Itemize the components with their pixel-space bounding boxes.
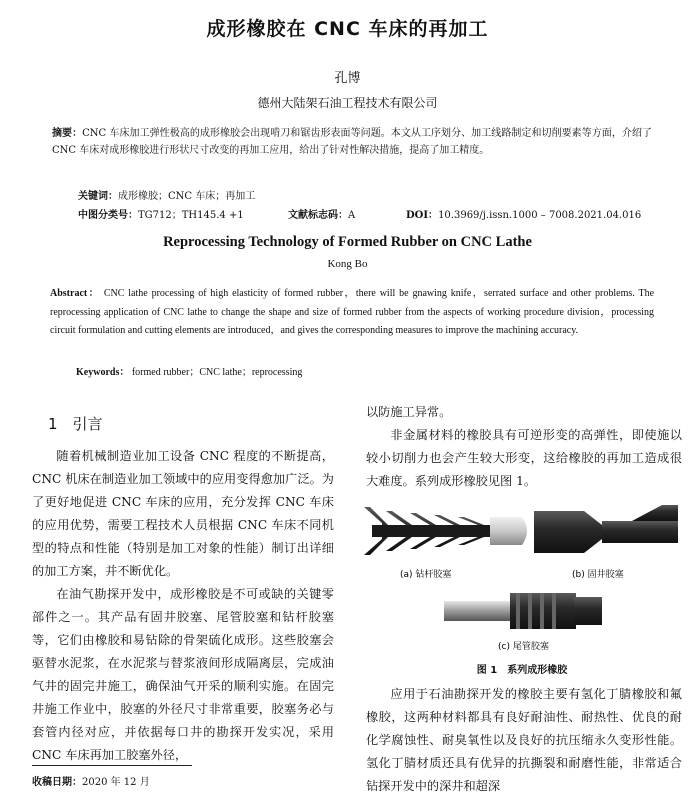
figure-1-title: 图 1 系列成形橡胶 — [476, 665, 568, 676]
footnote-received-date: 收稿日期：2020 年 12 月 — [32, 777, 150, 788]
doi: DOI：10.3969/j.issn.1000 – 7008.2021.04.016 — [406, 210, 642, 221]
keywords-cn-text: 成形橡胶；CNC 车床；再加工 — [118, 191, 256, 202]
footnote-divider — [32, 765, 192, 766]
page-title-cn: 成形橡胶在 CNC 车床的再加工 — [206, 18, 489, 40]
paragraph: 在油气勘探开发中，成形橡胶是不可或缺的关键零部件之一。其产品有固井胶塞、尾管胶塞和钻杆胶塞等，它们由橡胶和易钻除的骨架硫化成形。这些胶塞会驱替水泥浆，在水泥浆与替浆液间形成隔离层，完成油气井的固完井施工，确保油气开采的顺利实施。在固完井施工作业中，胶塞的外径尺寸非常重要，胶塞务必与套管内径对应，并依据每口井的勘探开发实况，采用 CNC 车床再加工胶塞外径， — [32, 587, 334, 762]
keywords-cn-label: 关键词： — [78, 191, 118, 202]
page-title-en: Reprocessing Technology of Formed Rubber on CNC Lathe — [163, 234, 532, 250]
abstract-cn-text: CNC 车床加工弹性极高的成形橡胶会出现啃刀和锯齿形表面等问题。本文从工序划分、加工线路制定和切削要素等方面，介绍了 CNC 车床对成形橡胶进行形状尺寸改变的再加工应用，给出了针对性解决措施，提高了加工精度。 — [52, 128, 653, 156]
figure-caption-b: (b) 固井胶塞 — [572, 570, 624, 580]
figure-caption-c: (c) 尾管胶塞 — [498, 642, 549, 652]
right-column-bottom — [366, 683, 682, 798]
figure-1 — [362, 497, 682, 657]
abstract-cn — [52, 125, 652, 159]
author-en: Kong Bo — [327, 258, 368, 270]
clc-number: 中图分类号：TG712；TH145.4 +1 — [78, 210, 244, 221]
abstract-cn-label: 摘要： — [52, 128, 83, 139]
abstract-en-label: Abstract： — [50, 288, 100, 299]
paragraph: 应用于石油勘探开发的橡胶主要有氢化丁腈橡胶和氟橡胶，这两种材料都具有良好耐油性、耐热性、优良的耐化学腐蚀性、耐臭氧性以及良好的抗压缩永久变形性能。氢化丁腈材质还具有优异的抗撕裂和耐磨性能，非常适合钻探开发中的深井和超深 — [366, 687, 682, 793]
keywords-en-text: formed rubber；CNC lathe；reprocessing — [131, 367, 303, 378]
paragraph: 随着机械制造业加工设备 CNC 程度的不断提高，CNC 机床在制造业加工领域中的应用变得愈加广泛。为了更好地促进 CNC 车床的应用，充分发挥 CNC 车床的应用优势，需要工程技术人员根据 CNC 车床不同机型的特点和性能（特别是加工对象的性能）制订出详细的加工方案，并不断优化。 — [32, 449, 334, 578]
paragraph: 非金属材料的橡胶具有可逆形变的高弹性，即使施以较小切削力也会产生较大形变，这给橡胶的再加工造成很大难度。系列成形橡胶见图 1。 — [366, 428, 682, 488]
keywords-cn — [78, 187, 255, 202]
keywords-en — [76, 363, 302, 378]
keywords-en-label: Keywords： — [76, 367, 130, 378]
left-column — [32, 445, 334, 767]
abstract-en-text: CNC lathe processing of high elasticity of formed rubber，there will be gnawing knife，serrated surface and other problems. The reprocessing application of CNC lathe to change the shape and size of formed rubber from the aspects of working procedure division，processing circuit formulation and cutting elements are introduced，and gives the corresponding measures to improve the machining accuracy. — [50, 288, 655, 336]
affiliation-cn: 德州大陆架石油工程技术有限公司 — [257, 96, 438, 110]
figure-1-image — [362, 497, 682, 657]
figure-caption-a: (a) 钻杆胶塞 — [400, 570, 452, 580]
document-code: 文献标志码：A — [288, 210, 356, 221]
liner-plug-illustration — [444, 593, 602, 629]
paragraph: 以防施工异常。 — [366, 405, 452, 419]
cementing-plug-illustration — [534, 505, 678, 553]
right-column-top — [366, 401, 682, 493]
drill-pipe-plug-illustration — [364, 507, 527, 555]
abstract-en — [50, 285, 654, 341]
author-cn: 孔博 — [334, 71, 361, 86]
section-heading-introduction: 1 引言 — [48, 415, 103, 433]
